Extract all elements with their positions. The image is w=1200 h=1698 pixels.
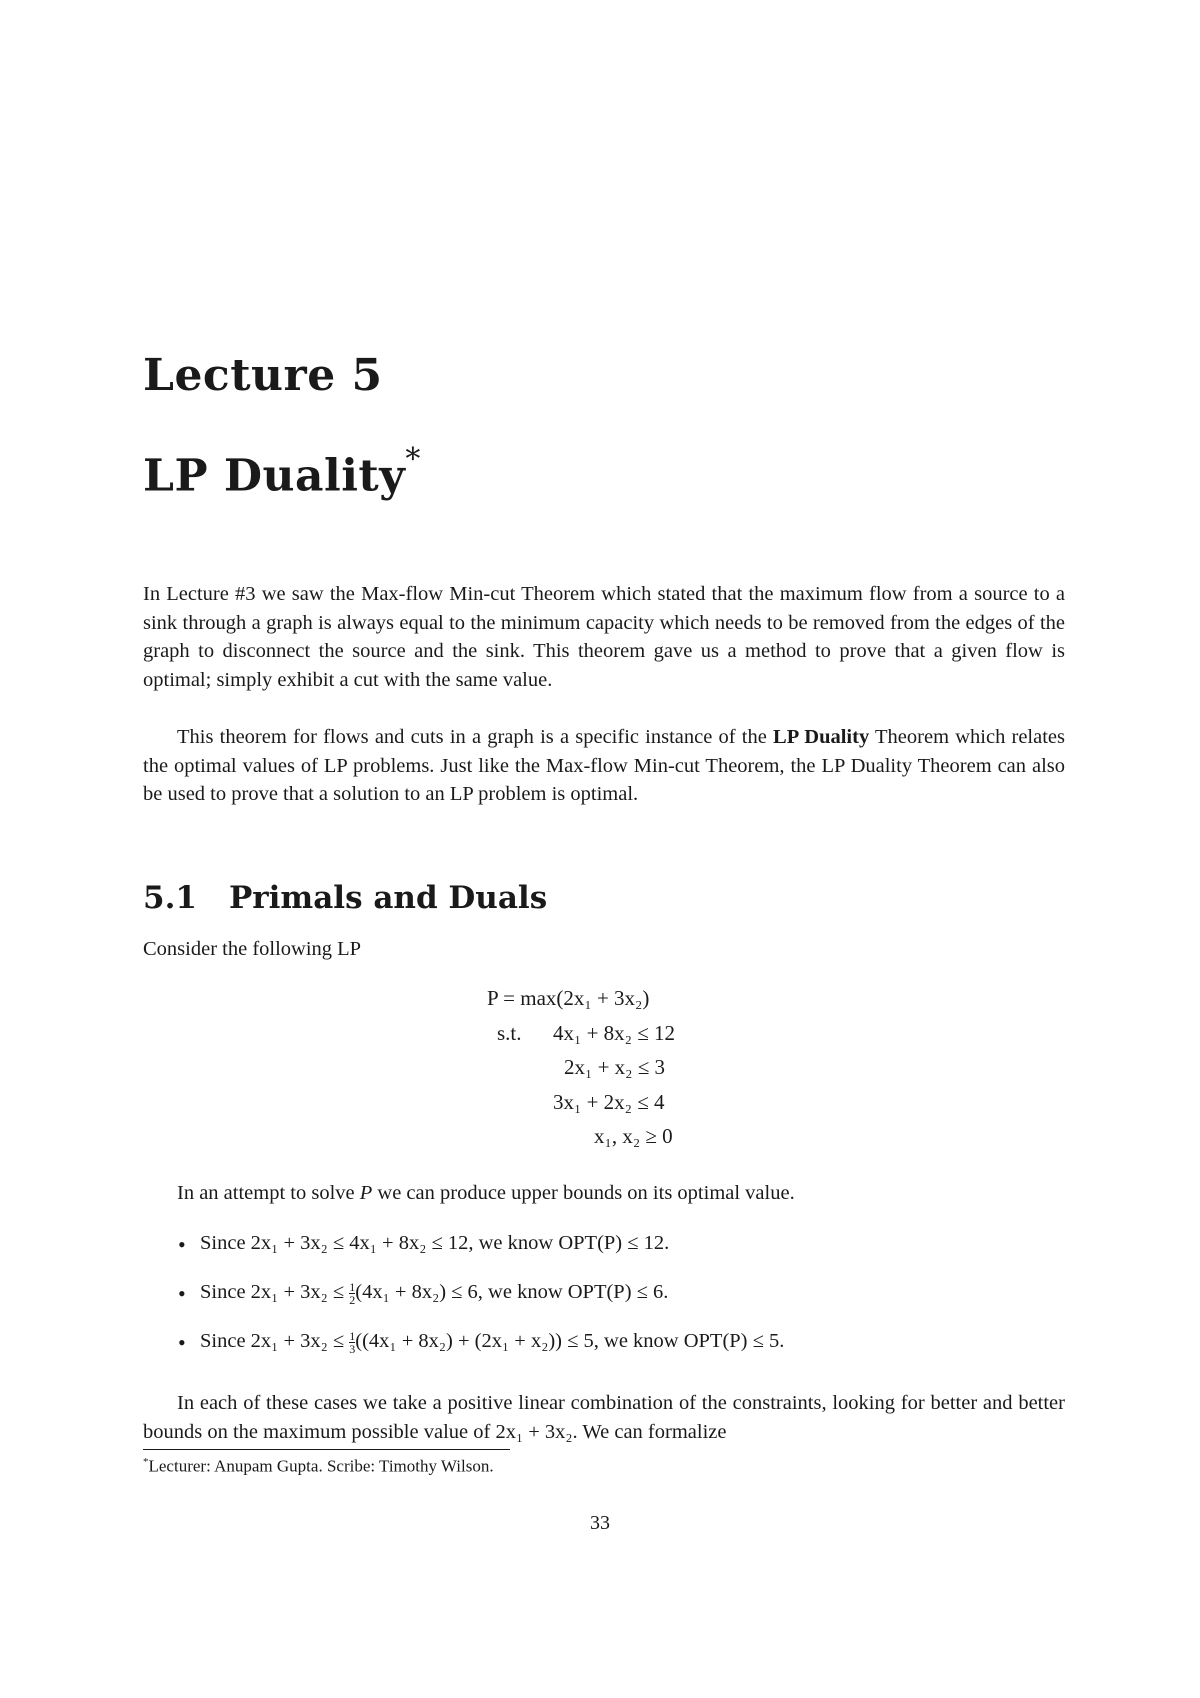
bound-2-end: (4x₁ + 8x₂) ≤ 6, we know OPT(P) ≤ 6.	[355, 1281, 669, 1304]
paragraph-2-start: This theorem for flows and cuts in a graph is a specific instance of the	[177, 726, 774, 748]
footnote-mark: *	[143, 1456, 149, 1468]
fraction-numerator: 1	[349, 1329, 356, 1343]
bound-list	[178, 1232, 784, 1379]
chapter-title	[143, 442, 421, 502]
attempt-var: P	[359, 1182, 373, 1204]
bound-2-start: Since 2x₁ + 3x₂ ≤	[200, 1281, 350, 1304]
lp-duality-term: LP Duality	[773, 726, 870, 748]
intro-paragraph-2	[143, 723, 1065, 809]
page-number: 33	[590, 1512, 610, 1534]
closing-paragraph: In each of these cases we take a positive linear combination of the constraints, looking for better and better bounds on the maximum possible value of 2x₁ + 3x₂. We can formalize	[143, 1392, 1065, 1443]
bound-3-start: Since 2x₁ + 3x₂ ≤	[200, 1330, 350, 1353]
lp-constraint-4: x₁, x₂ ≥ 0	[594, 1124, 673, 1148]
fraction-denominator: 3	[349, 1342, 356, 1356]
chapter-title-text: LP Duality	[143, 450, 406, 502]
list-item	[178, 1330, 784, 1379]
intro-paragraph-1: In Lecture #3 we saw the Max-flow Min-cut Theorem which stated that the maximum flow from a source to a sink through a graph is always equal to the minimum capacity which needs to be removed from the edges of the graph to disconnect the source and the sink. This theorem gave us a method to prove that a given flow is optimal; simply exhibit a cut with the same value.	[143, 583, 1065, 691]
bound-3-end: ((4x₁ + 8x₂) + (2x₁ + x₂)) ≤ 5, we know OPT(P) ≤ 5.	[355, 1330, 785, 1353]
attempt-paragraph	[177, 1182, 795, 1205]
lecture-label: Lecture 5	[143, 350, 383, 401]
footnote-marker: *	[405, 442, 421, 477]
section-title: Primals and Duals	[229, 880, 548, 916]
footnote	[143, 1456, 494, 1477]
footnote-rule	[143, 1449, 510, 1450]
lp-constraint-2: 2x₁ + x₂ ≤ 3	[564, 1055, 666, 1079]
list-item	[178, 1232, 784, 1281]
footnote-text: Lecturer: Anupam Gupta. Scribe: Timothy Wilson.	[148, 1456, 494, 1476]
lp-constraint-3: 3x₁ + 2x₂ ≤ 4	[553, 1090, 665, 1114]
consider-text: Consider the following LP	[143, 938, 362, 960]
subject-to-label: s.t.	[497, 1021, 522, 1045]
section-number: 5.1	[143, 880, 197, 916]
fraction-denominator: 2	[349, 1293, 356, 1307]
bound-1: Since 2x₁ + 3x₂ ≤ 4x₁ + 8x₂ ≤ 12, we know OPT(P) ≤ 12.	[200, 1232, 670, 1254]
fraction-numerator: 1	[349, 1280, 356, 1294]
section-heading	[143, 880, 547, 916]
lp-constraint-1: 4x₁ + 8x₂ ≤ 12	[553, 1021, 676, 1045]
attempt-start: In an attempt to solve	[177, 1182, 360, 1204]
list-item	[178, 1281, 784, 1330]
attempt-end: we can produce upper bounds on its optimal value.	[372, 1182, 795, 1204]
paragraph-2-end: Theorem which relates the optimal values of LP problems. Just like the Max-flow Min-cut Theorem, the LP Duality Theorem can also be used to prove that a solution to an LP problem is optimal.	[143, 726, 1065, 806]
lp-objective: P = max(2x₁ + 3x₂)	[487, 986, 650, 1010]
